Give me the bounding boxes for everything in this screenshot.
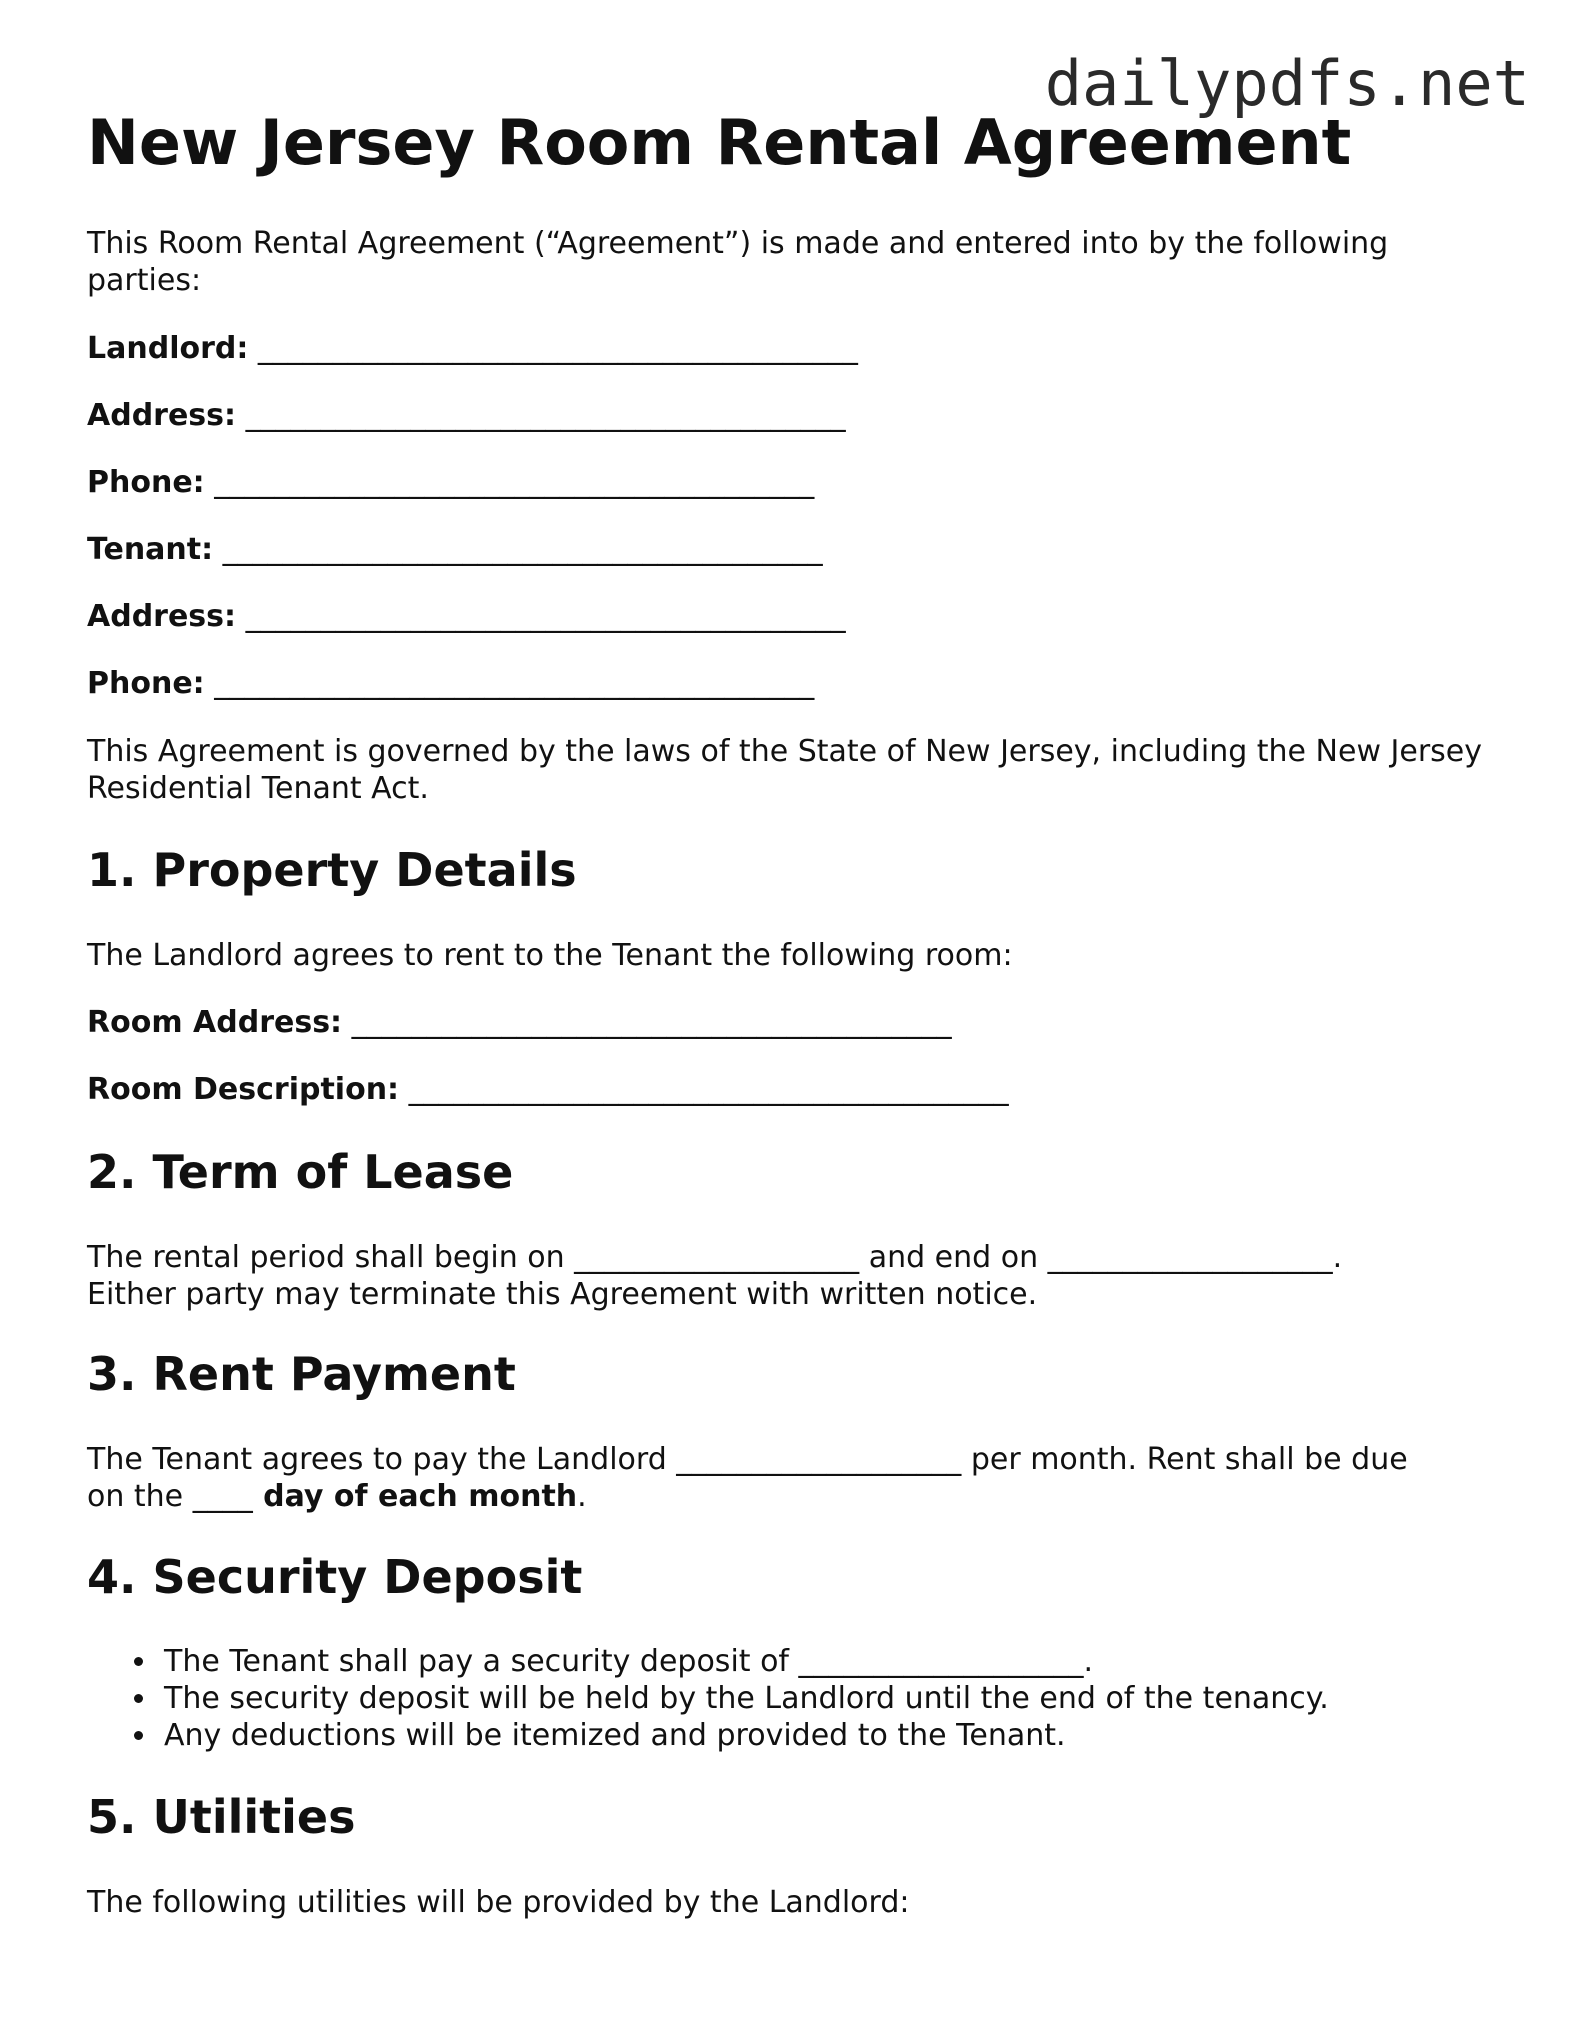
bullet-icon — [134, 1731, 143, 1740]
field-label: Address: — [87, 398, 237, 433]
due-day-blank[interactable]: ____ — [192, 1479, 253, 1514]
term-paragraph — [87, 1239, 1507, 1313]
rent-paragraph — [87, 1441, 1507, 1515]
field-label: Address: — [87, 599, 237, 634]
tenant-phone-blank[interactable]: ________________________________________ — [214, 666, 815, 701]
deposit-amount-blank[interactable]: ___________________ — [798, 1644, 1084, 1679]
rent-text: per month. Rent shall be due — [961, 1442, 1408, 1477]
landlord-phone-field — [87, 464, 814, 501]
term-text: Either party may terminate this Agreement with written notice. — [87, 1277, 1038, 1312]
room-description-blank[interactable]: ________________________________________ — [408, 1072, 1009, 1107]
rent-text: The Tenant agrees to pay the Landlord — [87, 1442, 677, 1477]
field-label: Phone: — [87, 666, 205, 701]
governing-law-paragraph: This Agreement is governed by the laws of the State of New Jersey, including the New Jersey Residential Tenant Act. — [87, 734, 1482, 806]
watermark: dailypdfs.net — [1044, 47, 1530, 120]
landlord-phone-blank[interactable]: ________________________________________ — [214, 465, 815, 500]
landlord-address-blank[interactable]: ________________________________________ — [245, 398, 846, 433]
intro-paragraph: This Room Rental Agreement (“Agreement”) is made and entered into by the following parties: — [87, 226, 1389, 298]
rent-text: . — [577, 1479, 587, 1514]
section-heading-term: 2. Term of Lease — [87, 1145, 514, 1199]
bullet-icon — [134, 1657, 143, 1666]
landlord-blank[interactable]: ________________________________________ — [257, 331, 858, 366]
end-date-blank[interactable]: ___________________ — [1047, 1240, 1333, 1275]
term-text: . — [1332, 1240, 1343, 1275]
landlord-field — [87, 330, 858, 367]
deposit-text: The Tenant shall pay a security deposit of — [164, 1644, 799, 1679]
section-heading-deposit: 4. Security Deposit — [87, 1550, 583, 1604]
tenant-field — [87, 531, 823, 568]
list-item — [87, 1643, 1507, 1680]
field-label: Room Description: — [87, 1072, 400, 1107]
deposit-text: The security deposit will be held by the Landlord until the end of the tenancy. — [164, 1681, 1329, 1716]
term-text: The rental period shall begin on — [87, 1240, 575, 1275]
room-address-field — [87, 1004, 952, 1041]
section-heading-rent: 3. Rent Payment — [87, 1347, 516, 1401]
list-item — [87, 1680, 1507, 1717]
deposit-list — [87, 1643, 1507, 1754]
field-label: Room Address: — [87, 1005, 343, 1040]
rent-amount-blank[interactable]: ___________________ — [676, 1442, 962, 1477]
tenant-address-blank[interactable]: ________________________________________ — [245, 599, 846, 634]
room-description-field — [87, 1071, 1009, 1108]
list-item — [87, 1717, 1507, 1754]
deposit-text: . — [1083, 1644, 1094, 1679]
tenant-address-field — [87, 598, 846, 635]
landlord-address-field — [87, 397, 846, 434]
section-heading-property: 1. Property Details — [87, 843, 577, 897]
tenant-phone-field — [87, 665, 814, 702]
due-day-emphasis: day of each month — [252, 1479, 578, 1514]
bullet-icon — [134, 1694, 143, 1703]
rent-text: on the — [87, 1479, 193, 1514]
field-label: Phone: — [87, 465, 205, 500]
field-label: Tenant: — [87, 532, 214, 567]
tenant-blank[interactable]: ________________________________________ — [222, 532, 823, 567]
property-paragraph: The Landlord agrees to rent to the Tenant the following room: — [87, 938, 1013, 973]
field-label: Landlord: — [87, 331, 249, 366]
document-title: New Jersey Room Rental Agreement — [87, 106, 1352, 179]
room-address-blank[interactable]: ________________________________________ — [351, 1005, 952, 1040]
deposit-text: Any deductions will be itemized and provided to the Tenant. — [164, 1718, 1066, 1753]
utilities-paragraph: The following utilities will be provided by the Landlord: — [87, 1885, 910, 1920]
term-text: and end on — [859, 1240, 1048, 1275]
section-heading-utilities: 5. Utilities — [87, 1790, 356, 1844]
start-date-blank[interactable]: ___________________ — [574, 1240, 860, 1275]
